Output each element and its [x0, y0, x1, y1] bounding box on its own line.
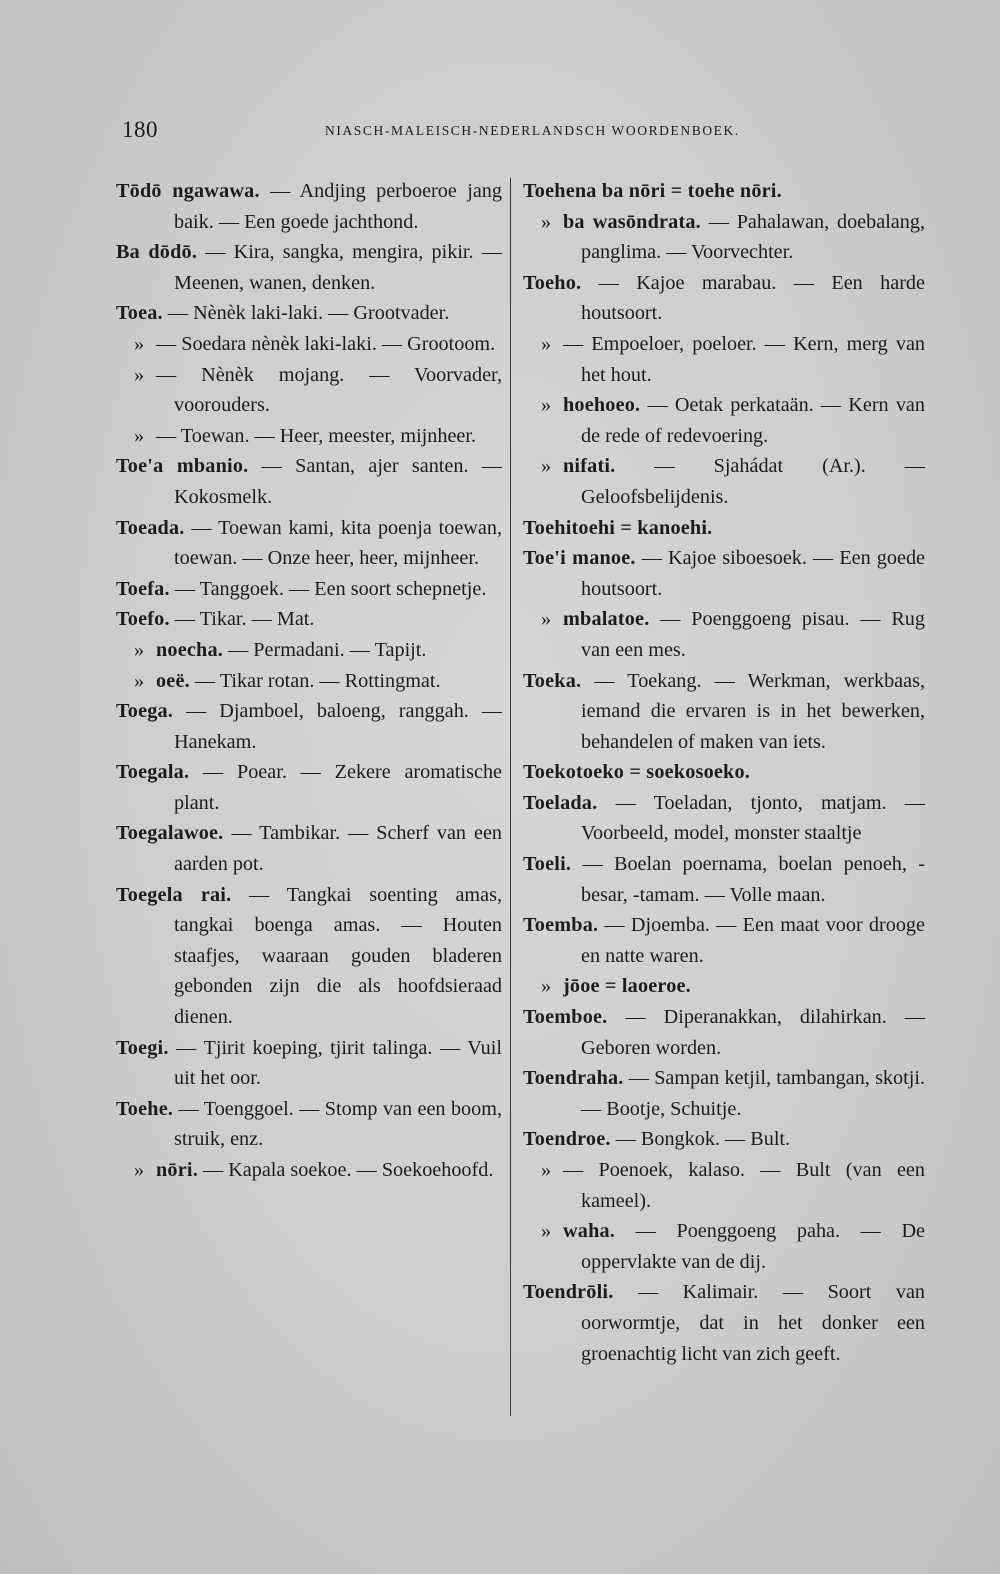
sub-entry [116, 329, 502, 360]
dictionary-entry [116, 237, 502, 298]
dictionary-entry [116, 176, 502, 237]
dictionary-entry [523, 910, 925, 971]
headword: Toegala. [116, 761, 190, 784]
dictionary-entry [116, 1094, 502, 1155]
running-head: NIASCH-MALEISCH-NEDERLANDSCH WOORDENBOEK. [325, 123, 740, 138]
definition: — Permadani. — Tapijt. [223, 638, 427, 661]
headword: Toegi. [116, 1036, 169, 1059]
right-column [523, 176, 925, 1369]
sub-entry [523, 604, 925, 665]
dictionary-entry [523, 1277, 925, 1369]
definition: — Diperanakkan, dilahirkan. — Geboren worden. [581, 1006, 925, 1059]
ditto-mark: » [541, 332, 552, 355]
headword: Toendrōli. [523, 1281, 614, 1304]
headword: Toegela rai. [116, 883, 232, 906]
definition: — Tambikar. — Scherf van een aarden pot. [174, 822, 502, 876]
dictionary-entry [523, 666, 925, 758]
definition: — Nènèk mojang. — Voorvader, voorouders. [156, 363, 502, 417]
dictionary-entry [523, 1063, 925, 1124]
definition: — Nènèk laki-laki. — Grootvader. [162, 302, 450, 325]
left-column [116, 176, 502, 1186]
definition: — Djamboel, baloeng, ranggah. — Hanekam. [173, 700, 502, 753]
definition: — Toenggoel. — Stomp van een boom, struik, enz. [173, 1097, 502, 1151]
dictionary-entry [523, 1002, 925, 1063]
headword: Toekotoeko = soekosoeko. [523, 761, 750, 784]
ditto-mark: » [134, 669, 145, 692]
definition: — Tikar. — Mat. [169, 608, 315, 631]
ditto-mark: » [134, 1159, 145, 1181]
definition: — Toeladan, tjonto, matjam. — Voorbeeld, model, monster staaltje [581, 791, 925, 845]
ditto-mark: » [541, 455, 552, 478]
definition: — Boelan poernama, boelan penoeh, -besar, -tamam. — Volle maan. [571, 853, 925, 906]
definition: — Kajoe siboesoek. — Een goede houtsoort. [581, 547, 926, 600]
dictionary-entry [116, 880, 502, 1033]
definition: — Toekang. — Werkman, werkbaas, iemand die ervaren is in het bewerken, behandelen of maken van iets. [581, 669, 925, 753]
headword: Ba dōdō. [116, 241, 198, 264]
headword: Toelada. [523, 791, 598, 814]
dictionary-entry [116, 1033, 502, 1094]
ditto-mark: » [541, 394, 552, 417]
sub-entry [523, 1155, 925, 1216]
dictionary-entry [116, 696, 502, 757]
dictionary-entry [116, 513, 502, 574]
headword: Tōdō ngawawa. [116, 180, 260, 202]
definition: — Poenggoeng pisau. — Rug van een mes. [581, 608, 925, 661]
definition: — Kapala soekoe. — Soekoehoofd. [197, 1159, 494, 1181]
dictionary-entry [523, 513, 925, 544]
sub-entry [523, 390, 925, 451]
headword: Toendroe. [523, 1128, 611, 1151]
definition: — Tikar rotan. — Rottingmat. [189, 669, 441, 692]
sub-entry [523, 329, 925, 390]
dictionary-entry [116, 757, 502, 818]
definition: — Soedara nènèk laki-laki. — Grootoom. [156, 332, 496, 355]
headword: Toehitoehi = kanoehi. [523, 516, 713, 539]
sub-entry [523, 207, 925, 268]
dictionary-entry [523, 176, 925, 207]
definition: — Kalimair. — Soort van oorwormtje, dat in het donker een groenachtig licht van zich geeft. [581, 1281, 925, 1365]
dictionary-entry [523, 543, 925, 604]
definition: — Poenoek, kalaso. — Bult (van een kameel). [563, 1159, 925, 1212]
dictionary-entry [116, 574, 502, 605]
dictionary-entry [523, 788, 925, 849]
definition: — Poear. — Zekere aromatische plant. [174, 761, 502, 814]
headword: Toendraha. [523, 1067, 624, 1090]
definition: — Sjahádat (Ar.). — Geloofsbelijdenis. [581, 455, 925, 508]
headword: jōoe = laoeroe. [563, 975, 691, 998]
headword: Toe'i manoe. [523, 547, 636, 570]
ditto-mark: » [541, 975, 552, 998]
sub-entry [116, 421, 502, 452]
page-number: 180 [122, 117, 158, 142]
dictionary-entry [116, 818, 502, 879]
headword: Toefo. [116, 608, 170, 631]
headword: hoehoeo. [563, 394, 641, 417]
dictionary-entry [523, 268, 925, 329]
ditto-mark: » [134, 638, 145, 661]
definition: — Tanggoek. — Een soort schepnetje. [169, 577, 487, 600]
dictionary-entry [523, 1124, 925, 1155]
definition: — Tjirit koeping, tjirit talinga. — Vuil uit het oor. [168, 1036, 502, 1090]
sub-entry [116, 666, 502, 697]
headword: noecha. [156, 638, 224, 661]
dictionary-entry [116, 451, 502, 512]
definition: — Poenggoeng paha. — De oppervlakte van de dij. [581, 1220, 925, 1273]
ditto-mark: » [134, 332, 145, 355]
headword: Toeho. [523, 271, 582, 294]
dictionary-entry [116, 298, 502, 329]
definition: — Empoeloer, poeloer. — Kern, merg van het hout. [563, 332, 925, 386]
headword: ba wasōndrata. [563, 210, 701, 233]
definition: — Bongkok. — Bult. [610, 1128, 791, 1151]
headword: Toehena ba nōri = toehe nōri. [523, 180, 782, 202]
headword: Toea. [116, 302, 163, 325]
dictionary-entry [523, 757, 925, 788]
sub-entry [523, 971, 925, 1002]
definition: — Santan, ajer santen. — Kokosmelk. [174, 455, 502, 508]
column-divider [510, 178, 511, 1416]
ditto-mark: » [134, 363, 145, 386]
sub-entry [116, 360, 502, 421]
ditto-mark: » [541, 608, 552, 631]
sub-entry [523, 451, 925, 512]
definition: — Toewan kami, kita poenja toewan, toewan. — Onze heer, heer, mijnheer. [174, 516, 502, 570]
ditto-mark: » [541, 1220, 552, 1243]
definition: — Oetak perkataän. — Kern van de rede of redevoering. [581, 394, 925, 447]
headword: oeë. [156, 669, 190, 692]
headword: waha. [563, 1220, 616, 1243]
definition: — Tangkai soenting amas, tangkai boenga amas. — Houten staafjes, waaraan gouden bladeren gebonden zijn die als hoofdsieraad dienen. [174, 883, 502, 1029]
definition: — Andjing perboeroe jang baik. — Een goede jachthond. [174, 180, 502, 233]
headword: Toeli. [523, 853, 572, 876]
definition: — Kajoe marabau. — Een harde houtsoort. [581, 271, 925, 325]
definition: — Pahalawan, doebalang, panglima. — Voorvechter. [581, 210, 925, 264]
sub-entry [116, 635, 502, 666]
sub-entry [523, 1216, 925, 1277]
headword: mbalatoe. [563, 608, 650, 631]
headword: nifati. [563, 455, 616, 478]
dictionary-entry [116, 604, 502, 635]
headword: Toefa. [116, 577, 170, 600]
dictionary-entry [523, 849, 925, 910]
definition: — Djoemba. — Een maat voor drooge en natte waren. [581, 914, 925, 967]
headword: Toe'a mbanio. [116, 455, 249, 478]
headword: Toega. [116, 700, 174, 723]
ditto-mark: » [134, 424, 145, 447]
definition: — Toewan. — Heer, meester, mijnheer. [156, 424, 477, 447]
headword: Toemba. [523, 914, 599, 937]
headword: Toeada. [116, 516, 185, 539]
definition: — Kira, sangka, mengira, pikir. — Meenen, wanen, denken. [174, 241, 502, 294]
ditto-mark: » [541, 210, 552, 233]
headword: nōri. [156, 1159, 198, 1181]
sub-entry [116, 1155, 502, 1186]
headword: Toeka. [523, 669, 582, 692]
headword: Toemboe. [523, 1006, 608, 1029]
ditto-mark: » [541, 1159, 552, 1181]
definition: — Sampan ketjil, tambangan, skotji. — Bootje, Schuitje. [581, 1067, 925, 1120]
headword: Toegalawoe. [116, 822, 224, 845]
headword: Toehe. [116, 1097, 174, 1120]
